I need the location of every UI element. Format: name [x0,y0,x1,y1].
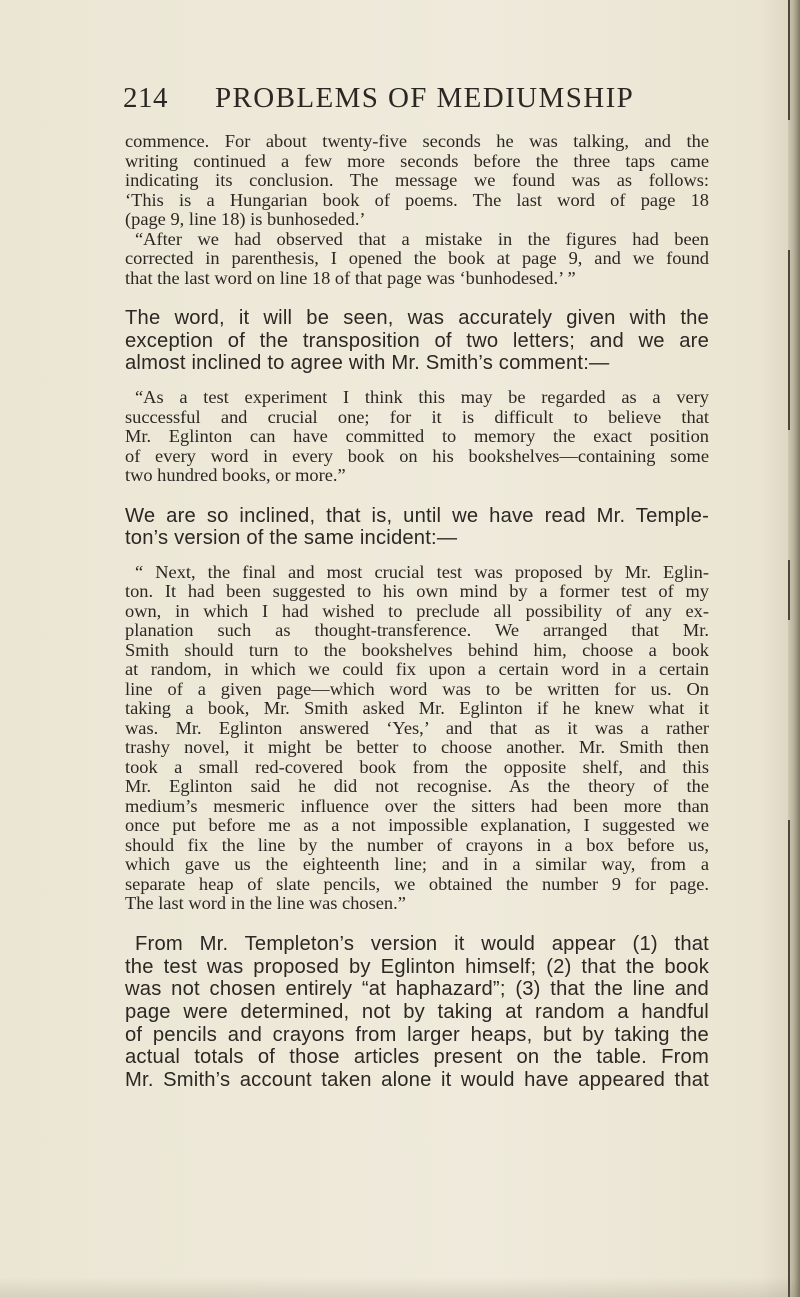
page-edge-shadow [788,250,790,430]
text-line: ‘This is a Hungarian book of poems. The last word of page 18 [125,190,709,210]
text-line: trashy novel, it might be better to choose another. Mr. Smith then [125,738,709,758]
text-line: exception of the transposition of two letters; and we are [125,329,709,352]
quote-paragraph-1 [125,132,709,288]
text-line: Mr. Eglinton can have committed to memory the exact position [125,427,709,447]
text-line: successful and crucial one; for it is difficult to believe that [125,407,709,427]
text-line: medium’s mesmeric influence over the sitters had been more than [125,796,709,816]
text-line: corrected in parenthesis, I opened the book at page 9, and we found [125,249,709,268]
text-line: writing continued a few more seconds before the three taps came [125,151,709,171]
text-line: page were determined, not by taking at random a handful [125,1001,709,1023]
text-line: was not chosen entirely “at haphazard”; (3) that the line and [125,978,709,1001]
text-line: actual totals of those articles present on the table. From [125,1046,709,1069]
body-paragraph-3 [125,933,709,1092]
page-edge-shadow [788,820,790,1297]
running-title: PROBLEMS OF MEDIUMSHIP [215,82,635,114]
text-line: We are so inclined, that is, until we have read Mr. Temple- [125,504,709,527]
text-line: Smith should turn to the bookshelves behind him, choose a book [125,640,709,660]
quote-paragraph-2 [125,388,709,486]
text-line: “After we had observed that a mistake in the figures had been [135,229,709,249]
text-line: planation such as thought-transference. We arranged that Mr. [125,621,709,641]
text-line: Mr. Smith’s account taken alone it would have appeared that [125,1069,709,1092]
text-line: ton. It had been suggested to his own mind by a former test of my [125,582,709,602]
page-edge-shadow [788,0,790,120]
page-header [123,78,723,118]
text-line: the test was proposed by Eglinton himself; (2) that the book [125,955,709,978]
text-line: taking a book, Mr. Smith asked Mr. Eglinton if he knew what it [125,699,709,719]
text-line: ton’s version of the same incident:— [125,527,458,550]
text-line: which gave us the eighteenth line; and in a similar way, from a [125,855,709,875]
page-edge-shadow [788,560,790,620]
text-line: took a small red-covered book from the opposite shelf, and this [125,757,709,777]
text-line: once put before me as a not impossible explanation, I suggested we [125,816,709,836]
text-line: separate heap of slate pencils, we obtained the number 9 for page. [125,874,709,894]
text-line: commence. For about twenty-five seconds he was talking, and the [125,132,709,151]
body-paragraph-1 [125,307,709,375]
text-line: at random, in which we could fix upon a certain word in a certain [125,660,709,680]
page-number: 214 [123,82,168,114]
page-text [125,132,709,1092]
text-line: “ Next, the final and most crucial test was proposed by Mr. Eglin- [135,562,709,582]
text-line: of every word in every book on his bookshelves—containing some [125,446,709,466]
text-line: “As a test experiment I think this may be regarded as a very [135,388,709,408]
page-bottom-shadow [0,1277,800,1297]
text-line: that the last word on line 18 of that page was ‘bunhodesed.’ ” [125,268,576,288]
text-line: (page 9, line 18) is bunhoseded.’ [125,210,366,229]
text-line: Mr. Eglinton said he did not recognise. As the theory of the [125,777,709,797]
text-line: own, in which I had wished to preclude all possibility of any ex- [125,601,709,621]
text-line: The word, it will be seen, was accurately given with the [125,307,709,329]
quote-paragraph-3 [125,563,709,914]
text-line: two hundred books, or more.” [125,466,346,486]
text-line: line of a given page—which word was to be written for us. On [125,679,709,699]
text-line: almost inclined to agree with Mr. Smith’s comment:— [125,352,610,375]
text-line: From Mr. Templeton’s version it would appear (1) that [135,932,709,955]
text-line: of pencils and crayons from larger heaps, but by taking the [125,1023,709,1046]
text-line: indicating its conclusion. The message we found was as follows: [125,171,709,190]
text-line: was. Mr. Eglinton answered ‘Yes,’ and that as it was a rather [125,718,709,738]
text-line: should fix the line by the number of crayons in a box before us, [125,835,709,855]
body-paragraph-2 [125,505,709,550]
text-line: The last word in the line was chosen.” [125,894,406,914]
